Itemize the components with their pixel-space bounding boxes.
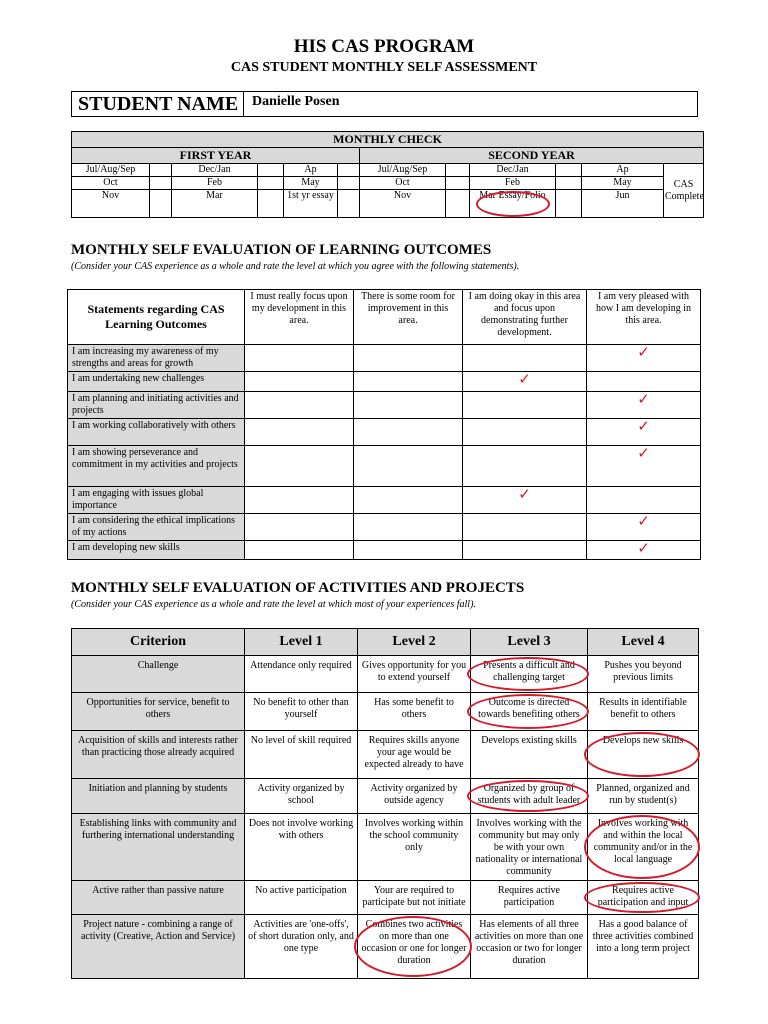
check-box[interactable] (446, 190, 470, 218)
month-cell: Jun (582, 190, 664, 218)
check-box[interactable] (150, 190, 172, 218)
activity-criterion-row (72, 656, 699, 693)
level-descriptor-text: No active participation (255, 885, 347, 896)
learning-outcomes-table (67, 289, 701, 560)
learning-outcomes-note: (Consider your CAS experience as a whole and rate the level at which you agree with the following statements). (71, 261, 520, 272)
rating-cell[interactable] (463, 345, 587, 372)
student-name-row (71, 91, 698, 117)
criterion-column-header: Criterion (72, 629, 245, 656)
month-cell: Feb (470, 177, 556, 190)
level-descriptor-cell[interactable] (471, 779, 588, 814)
level-descriptor-cell[interactable] (588, 881, 699, 915)
month-cell: Ap (284, 164, 338, 177)
rating-cell[interactable] (245, 372, 354, 392)
month-cell: Oct (72, 177, 150, 190)
rating-cell[interactable] (463, 446, 587, 487)
check-box[interactable] (258, 177, 284, 190)
rating-column-header: I am very pleased with how I am developing in this area. (587, 290, 701, 345)
month-cell: Mar (172, 190, 258, 218)
learning-outcome-row (68, 345, 701, 372)
activity-criterion-row (72, 731, 699, 779)
rating-cell[interactable] (463, 487, 587, 514)
month-cell: May (582, 177, 664, 190)
check-mark-icon: ✓ (637, 392, 650, 408)
rating-cell[interactable] (463, 514, 587, 541)
rating-cell[interactable] (587, 487, 701, 514)
cas-complete-cell: CAS Complete (664, 164, 704, 218)
learning-outcome-row (68, 372, 701, 392)
level-descriptor-text: Organized by group of students with adult leader (477, 783, 581, 806)
level-descriptor-cell[interactable] (588, 814, 699, 881)
level-column-header: Level 3 (471, 629, 588, 656)
level-descriptor-cell[interactable] (358, 693, 471, 731)
activity-criterion-row (72, 693, 699, 731)
learning-outcome-row (68, 487, 701, 514)
learning-outcome-statement: I am planning and initiating activities and projects (68, 392, 245, 419)
rating-cell[interactable] (587, 419, 701, 446)
learning-outcome-row (68, 514, 701, 541)
level-descriptor-cell[interactable] (471, 693, 588, 731)
level-descriptor-cell[interactable] (245, 731, 358, 779)
level-descriptor-cell[interactable] (588, 731, 699, 779)
month-cell: Jul/Aug/Sep (72, 164, 150, 177)
criterion-cell: Establishing links with community and furthering international understanding (72, 814, 245, 881)
level-descriptor-cell[interactable] (588, 779, 699, 814)
level-descriptor-cell[interactable] (471, 731, 588, 779)
check-mark-icon: ✓ (637, 419, 650, 435)
rating-cell[interactable] (463, 372, 587, 392)
rating-cell[interactable] (587, 372, 701, 392)
activity-criterion-row (72, 915, 699, 979)
rating-cell[interactable] (354, 392, 463, 419)
monthly-check-table (71, 131, 704, 218)
level-descriptor-cell[interactable] (471, 656, 588, 693)
rating-cell[interactable] (354, 446, 463, 487)
month-cell: Ap (582, 164, 664, 177)
month-cell: Jul/Aug/Sep (360, 164, 446, 177)
check-mark-icon: ✓ (518, 372, 531, 388)
level-descriptor-text: Requires active participation (498, 885, 560, 908)
rating-cell[interactable] (245, 541, 354, 560)
month-cell: Feb (172, 177, 258, 190)
learning-outcome-statement: I am considering the ethical implications of my actions (68, 514, 245, 541)
check-mark-icon: ✓ (518, 487, 531, 503)
level-descriptor-cell[interactable] (471, 814, 588, 881)
student-name-label: STUDENT NAME (72, 92, 244, 116)
learning-outcome-statement: I am undertaking new challenges (68, 372, 245, 392)
level-descriptor-cell[interactable] (245, 693, 358, 731)
activities-table (71, 628, 699, 979)
level-descriptor-text: Involves working with the community but may only be with your own nationality or international community (475, 818, 583, 877)
rating-cell[interactable] (245, 514, 354, 541)
level-column-header: Level 2 (358, 629, 471, 656)
learning-outcome-statement: I am engaging with issues global importance (68, 487, 245, 514)
rating-cell[interactable] (354, 541, 463, 560)
rating-cell[interactable] (354, 372, 463, 392)
rating-cell[interactable] (463, 419, 587, 446)
level-descriptor-cell[interactable] (588, 915, 699, 979)
level-descriptor-text: Has elements of all three activities on more than one occasion or two for longer duration (474, 919, 584, 966)
level-descriptor-text: Gives opportunity for you to extend yourself (361, 660, 467, 683)
learning-outcomes-heading: MONTHLY SELF EVALUATION OF LEARNING OUTCOMES (71, 242, 492, 258)
level-descriptor-text: Involves working within the school community only (364, 818, 464, 853)
learning-outcome-statement: I am showing perseverance and commitment in my activities and projects (68, 446, 245, 487)
check-box[interactable] (258, 164, 284, 177)
rating-cell[interactable] (587, 446, 701, 487)
level-descriptor-cell[interactable] (588, 656, 699, 693)
activity-criterion-row (72, 881, 699, 915)
criterion-cell: Active rather than passive nature (72, 881, 245, 915)
criterion-cell: Challenge (72, 656, 245, 693)
level-descriptor-cell[interactable] (245, 814, 358, 881)
level-descriptor-text: Involves working with and within the local community and/or in the local language (593, 818, 693, 865)
page-subtitle: CAS STUDENT MONTHLY SELF ASSESSMENT (230, 60, 538, 75)
check-box[interactable] (338, 177, 360, 190)
level-descriptor-cell[interactable] (358, 656, 471, 693)
rating-cell[interactable] (354, 514, 463, 541)
month-cell: Oct (360, 177, 446, 190)
level-descriptor-text: Outcome is directed towards benefiting others (478, 697, 580, 720)
rating-cell[interactable] (245, 392, 354, 419)
level-descriptor-cell[interactable] (588, 693, 699, 731)
level-descriptor-text: No benefit to other than yourself (253, 697, 349, 720)
level-descriptor-cell[interactable] (245, 779, 358, 814)
month-cell: Nov (72, 190, 150, 218)
month-cell: Dec/Jan (172, 164, 258, 177)
learning-outcome-row (68, 446, 701, 487)
rating-cell[interactable] (354, 487, 463, 514)
month-cell: May (284, 177, 338, 190)
learning-outcome-row (68, 392, 701, 419)
month-cell: Dec/Jan (470, 164, 556, 177)
level-descriptor-text: No level of skill required (250, 735, 352, 746)
rating-cell[interactable] (354, 345, 463, 372)
learning-outcome-statement: I am developing new skills (68, 541, 245, 560)
level-descriptor-cell[interactable] (358, 814, 471, 881)
month-cell: 1st yr essay (284, 190, 338, 218)
level-descriptor-text: Develops existing skills (481, 735, 577, 746)
monthly-check-heading: MONTHLY CHECK (72, 132, 704, 148)
check-box[interactable] (446, 177, 470, 190)
level-descriptor-text: Activity organized by outside agency (370, 783, 458, 806)
level-descriptor-text: Does not involve working with others (248, 818, 354, 841)
month-cell-text: Mar Essay/Folio (479, 190, 546, 201)
learning-outcome-statement: I am working collaboratively with others (68, 419, 245, 446)
student-name-value[interactable]: Danielle Posen (252, 94, 340, 109)
criterion-cell: Project nature - combining a range of activity (Creative, Action and Service) (72, 915, 245, 979)
check-mark-icon: ✓ (637, 541, 650, 557)
level-descriptor-cell[interactable] (471, 881, 588, 915)
level-descriptor-text: Activity organized by school (257, 783, 345, 806)
level-descriptor-cell[interactable] (245, 881, 358, 915)
criterion-cell: Opportunities for service, benefit to others (72, 693, 245, 731)
check-box[interactable] (556, 177, 582, 190)
rating-cell[interactable] (463, 541, 587, 560)
rating-cell[interactable] (245, 345, 354, 372)
level-descriptor-text: Requires skills anyone your age would be expected already to have (364, 735, 464, 770)
check-box[interactable] (556, 190, 582, 218)
check-box[interactable] (338, 190, 360, 218)
criterion-cell: Acquisition of skills and interests rather than practicing those already acquired (72, 731, 245, 779)
level-descriptor-text: Combines two activities on more than one occasion or one for longer duration (361, 919, 467, 966)
check-mark-icon: ✓ (637, 446, 650, 462)
level-descriptor-text: Pushes you beyond previous limits (604, 660, 682, 683)
check-box[interactable] (338, 164, 360, 177)
check-mark-icon: ✓ (637, 514, 650, 530)
rating-cell[interactable] (587, 345, 701, 372)
level-descriptor-cell[interactable] (245, 915, 358, 979)
level-descriptor-text: Your are required to participate but not initiate (362, 885, 466, 908)
rating-cell[interactable] (245, 419, 354, 446)
activities-note: (Consider your CAS experience as a whole and rate the level at which most of your experiences fall). (71, 599, 476, 610)
rating-cell[interactable] (463, 392, 587, 419)
rating-column-header: There is some room for improvement in this area. (354, 290, 463, 345)
learning-outcome-row (68, 419, 701, 446)
rating-cell[interactable] (587, 392, 701, 419)
activity-criterion-row (72, 814, 699, 881)
second-year-heading: SECOND YEAR (360, 148, 704, 164)
rating-cell[interactable] (245, 487, 354, 514)
check-box[interactable] (258, 190, 284, 218)
statements-column-header: Statements regarding CAS Learning Outcomes (68, 290, 245, 345)
check-mark-icon: ✓ (637, 345, 650, 361)
month-cell: Nov (360, 190, 446, 218)
level-descriptor-cell[interactable] (358, 779, 471, 814)
level-descriptor-text: Develops new skills (602, 735, 684, 746)
first-year-heading: FIRST YEAR (72, 148, 360, 164)
level-descriptor-text: Activities are 'one-offs', of short duration only, and one type (248, 919, 354, 954)
activity-criterion-row (72, 779, 699, 814)
rating-column-header: I am doing okay in this area and focus upon demonstrating further development. (463, 290, 587, 345)
check-box[interactable] (150, 164, 172, 177)
criterion-cell: Initiation and planning by students (72, 779, 245, 814)
rating-cell[interactable] (354, 419, 463, 446)
level-descriptor-text: Results in identifiable benefit to others (599, 697, 687, 720)
level-descriptor-text: Attendance only required (250, 660, 352, 671)
rating-cell[interactable] (245, 446, 354, 487)
level-column-header: Level 1 (245, 629, 358, 656)
page-title: HIS CAS PROGRAM (293, 36, 475, 57)
level-descriptor-cell[interactable] (471, 915, 588, 979)
check-box[interactable] (150, 177, 172, 190)
level-descriptor-text: Has a good balance of three activities combined into a long term project (592, 919, 694, 954)
learning-outcome-row (68, 541, 701, 560)
level-descriptor-cell[interactable] (245, 656, 358, 693)
activities-heading: MONTHLY SELF EVALUATION OF ACTIVITIES AND PROJECTS (71, 580, 525, 596)
learning-outcome-statement: I am increasing my awareness of my strengths and areas for growth (68, 345, 245, 372)
check-box[interactable] (556, 164, 582, 177)
check-box[interactable] (446, 164, 470, 177)
month-cell-circled (470, 190, 556, 218)
rating-column-header: I must really focus upon my development in this area. (245, 290, 354, 345)
level-descriptor-cell[interactable] (358, 915, 471, 979)
level-descriptor-text: Presents a difficult and challenging target (483, 660, 575, 683)
level-descriptor-cell[interactable] (358, 731, 471, 779)
rating-cell[interactable] (587, 541, 701, 560)
level-descriptor-text: Has some benefit to others (374, 697, 454, 720)
level-column-header: Level 4 (588, 629, 699, 656)
level-descriptor-text: Requires active participation and input (597, 885, 689, 908)
level-descriptor-text: Planned, organized and run by student(s) (596, 783, 690, 806)
level-descriptor-cell[interactable] (358, 881, 471, 915)
rating-cell[interactable] (587, 514, 701, 541)
